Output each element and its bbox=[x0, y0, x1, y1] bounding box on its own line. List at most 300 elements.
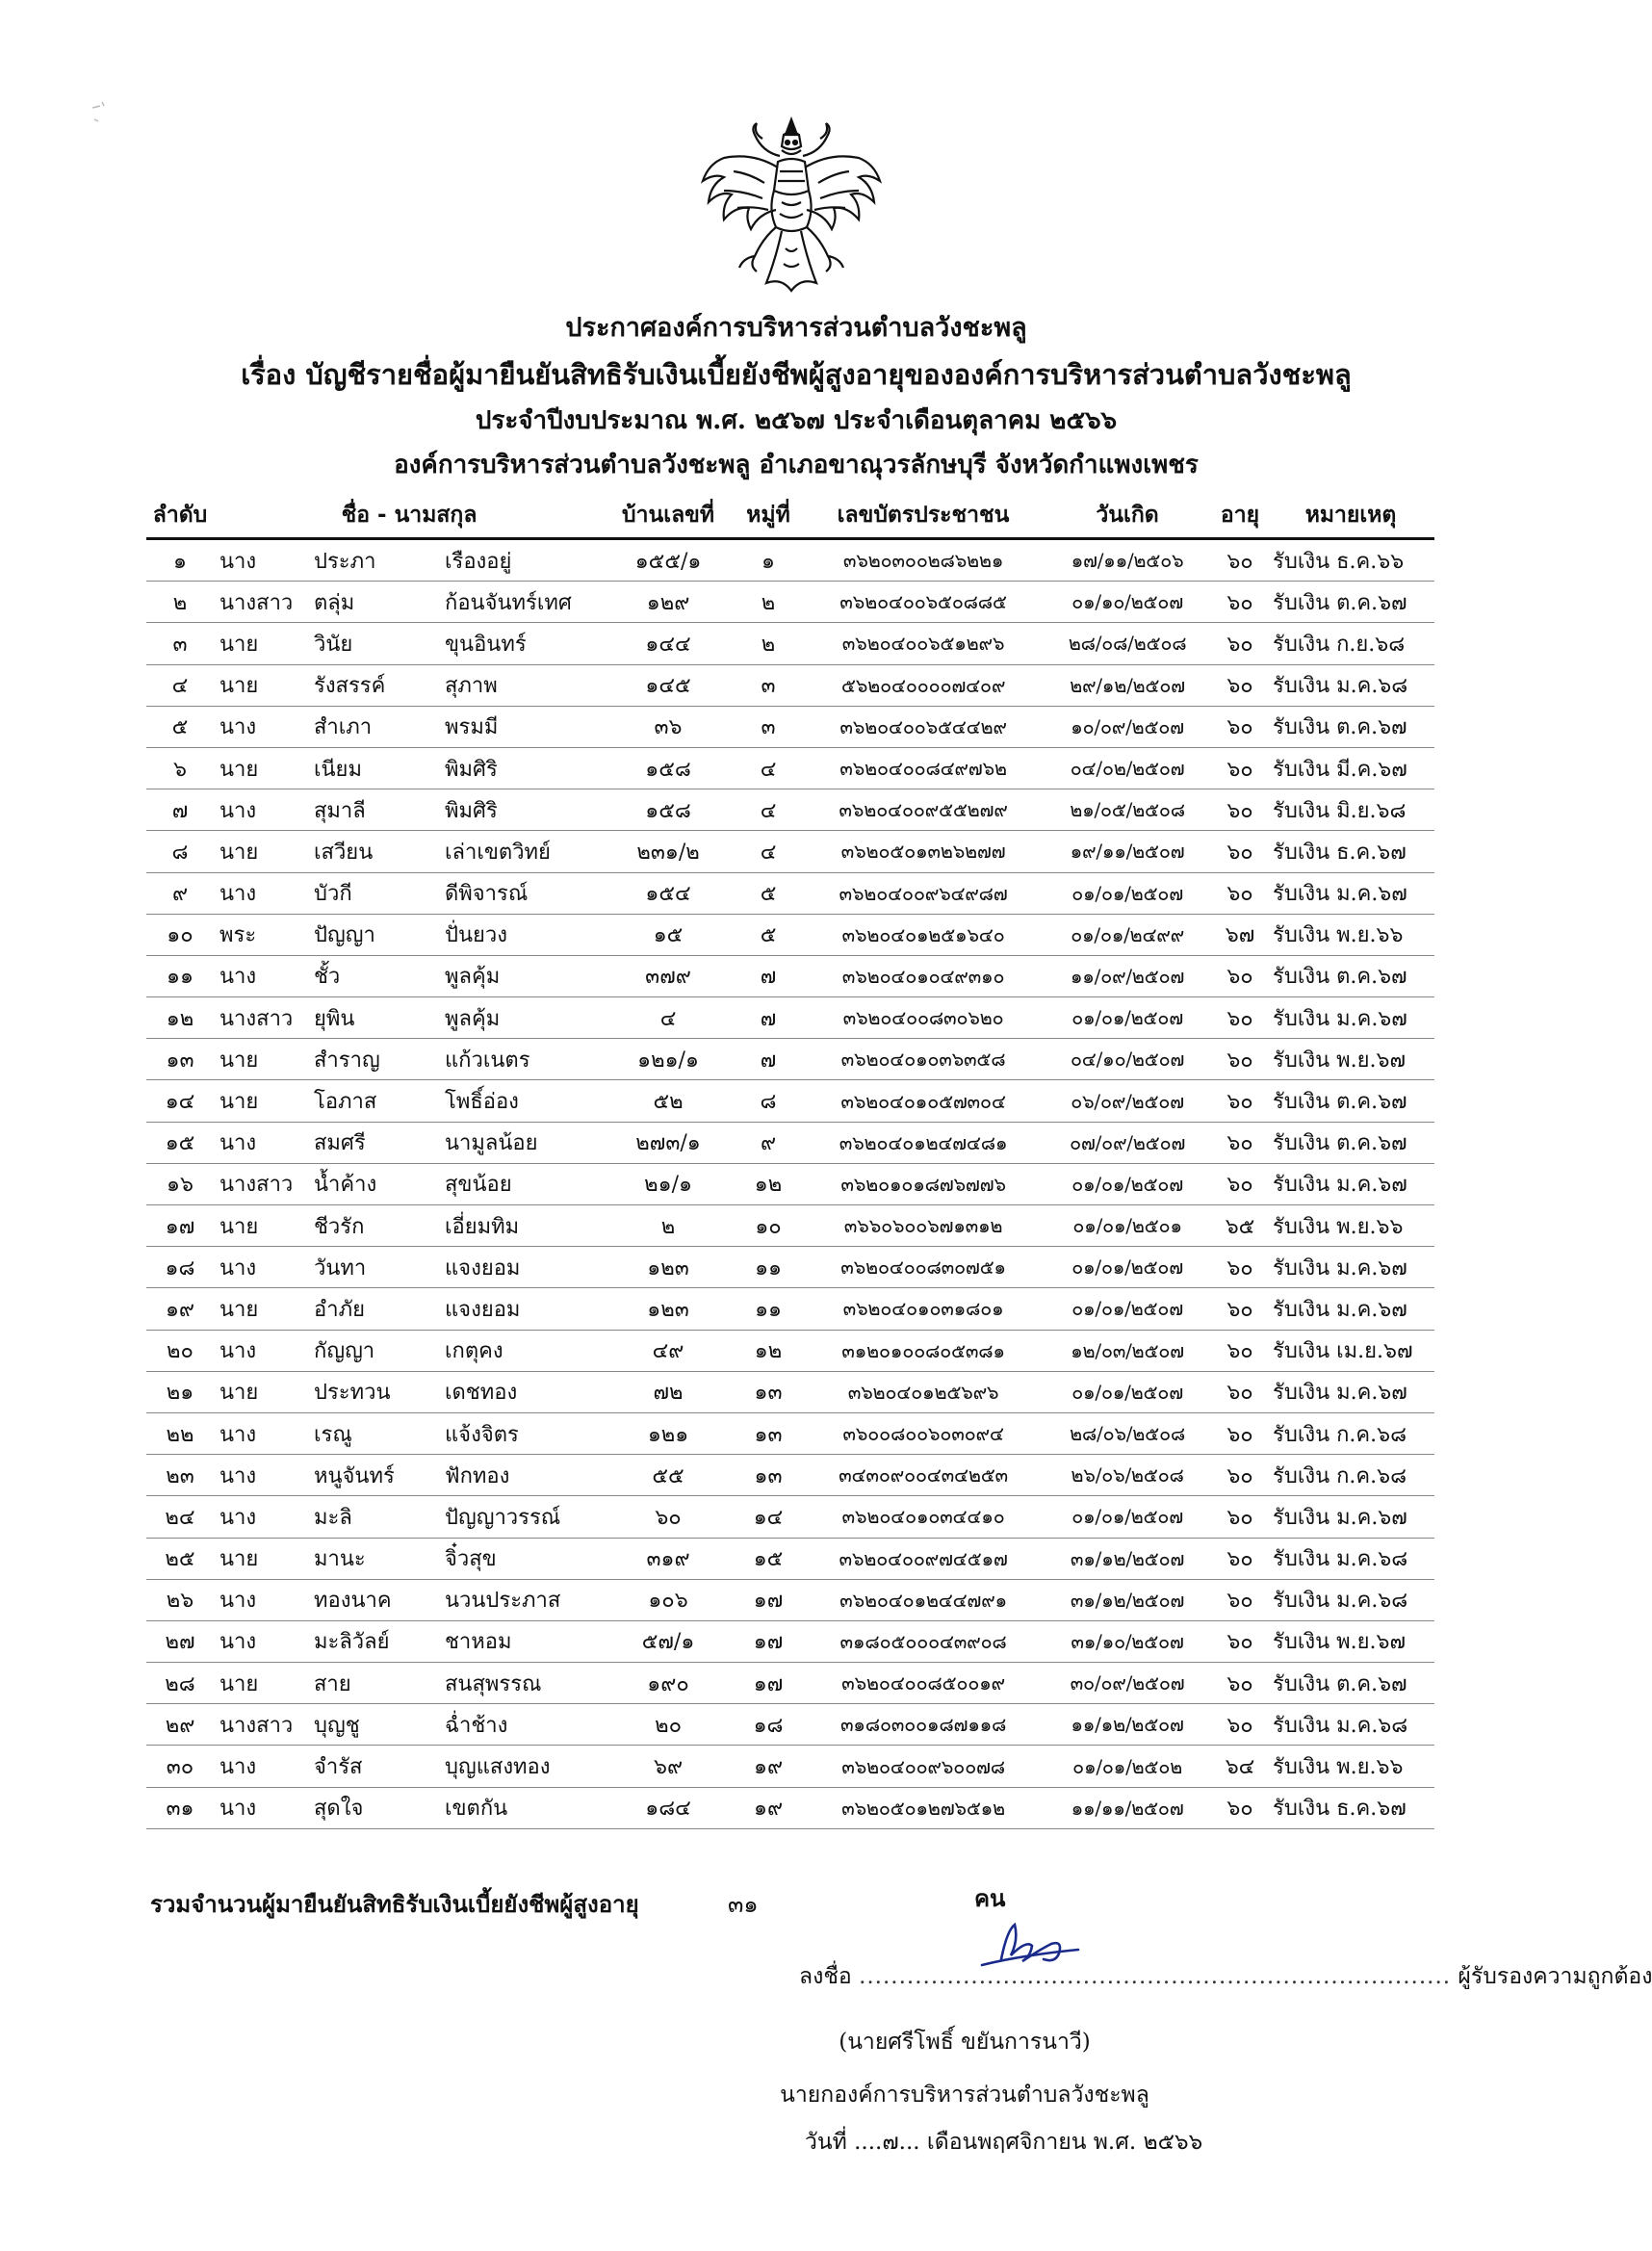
row-title: นาง bbox=[214, 539, 308, 582]
row-title: นางสาว bbox=[214, 1704, 308, 1746]
row-number: ๒๑ bbox=[146, 1371, 214, 1412]
table-row bbox=[146, 539, 1434, 582]
row-last-name: ดีพิจารณ์ bbox=[439, 872, 605, 914]
row-birth-date: ๑๐/๐๙/๒๕๐๗ bbox=[1042, 706, 1213, 747]
row-house-number: ๑๕๘ bbox=[605, 747, 732, 789]
row-house-number: ๑๙๐ bbox=[605, 1663, 732, 1704]
table-row bbox=[146, 1746, 1434, 1787]
table-row bbox=[146, 1538, 1434, 1579]
row-citizen-id: ๓๔๓๐๙๐๐๔๓๔๒๕๓ bbox=[805, 1455, 1042, 1496]
row-first-name: บุญชู bbox=[308, 1704, 439, 1746]
row-citizen-id: ๕๖๒๐๔๐๐๐๐๗๔๐๙ bbox=[805, 664, 1042, 706]
row-house-number: ๕๕ bbox=[605, 1455, 732, 1496]
table-row bbox=[146, 914, 1434, 955]
row-birth-date: ๑๑/๑๑/๒๕๐๗ bbox=[1042, 1787, 1213, 1828]
row-number: ๑๖ bbox=[146, 1163, 214, 1204]
row-first-name: บัวกี bbox=[308, 872, 439, 914]
row-moo: ๑๗ bbox=[732, 1579, 805, 1620]
row-last-name: แจงยอม bbox=[439, 1288, 605, 1330]
table-row bbox=[146, 1288, 1434, 1330]
row-birth-date: ๐๑/๐๑/๒๕๐๗ bbox=[1042, 1496, 1213, 1538]
row-title: นาง bbox=[214, 1746, 308, 1787]
table-header-row bbox=[146, 493, 1434, 539]
row-moo: ๙ bbox=[732, 1122, 805, 1163]
row-note: รับเงิน ม.ค.๖๘ bbox=[1267, 1579, 1434, 1620]
row-house-number: ๗๒ bbox=[605, 1371, 732, 1412]
row-title: นาย bbox=[214, 1663, 308, 1704]
row-note: รับเงิน ม.ค.๖๘ bbox=[1267, 1704, 1434, 1746]
row-birth-date: ๒๘/๐๖/๒๕๐๘ bbox=[1042, 1412, 1213, 1454]
row-note: รับเงิน ม.ค.๖๘ bbox=[1267, 664, 1434, 706]
table-row bbox=[146, 1122, 1434, 1163]
row-title: นาย bbox=[214, 1039, 308, 1080]
row-title: นาง bbox=[214, 1455, 308, 1496]
row-house-number: ๓๗๙ bbox=[605, 955, 732, 996]
row-title: นางสาว bbox=[214, 1163, 308, 1204]
table-row bbox=[146, 623, 1434, 664]
row-title: นาง bbox=[214, 1496, 308, 1538]
row-citizen-id: ๓๖๒๐๕๐๑๒๗๖๕๑๒ bbox=[805, 1787, 1042, 1828]
row-birth-date: ๐๔/๑๐/๒๕๐๗ bbox=[1042, 1039, 1213, 1080]
row-birth-date: ๐๑/๐๑/๒๕๐๑ bbox=[1042, 1205, 1213, 1247]
row-last-name: ปั่นยวง bbox=[439, 914, 605, 955]
row-moo: ๑ bbox=[732, 539, 805, 582]
row-age: ๖๐ bbox=[1213, 1496, 1267, 1538]
row-moo: ๓ bbox=[732, 664, 805, 706]
row-moo: ๑๗ bbox=[732, 1620, 805, 1662]
row-note: รับเงิน ม.ค.๖๗ bbox=[1267, 872, 1434, 914]
row-number: ๑๔ bbox=[146, 1080, 214, 1122]
table-row bbox=[146, 1080, 1434, 1122]
row-first-name: มะลิวัลย์ bbox=[308, 1620, 439, 1662]
row-last-name: เล่าเขตวิทย์ bbox=[439, 831, 605, 872]
row-last-name: สนสุพรรณ bbox=[439, 1663, 605, 1704]
row-number: ๑ bbox=[146, 539, 214, 582]
row-last-name: ก้อนจันทร์เทศ bbox=[439, 582, 605, 623]
row-birth-date: ๑๑/๐๙/๒๕๐๗ bbox=[1042, 955, 1213, 996]
row-house-number: ๒ bbox=[605, 1205, 732, 1247]
table-row bbox=[146, 1496, 1434, 1538]
row-moo: ๑๔ bbox=[732, 1496, 805, 1538]
row-note: รับเงิน ก.ค.๖๘ bbox=[1267, 1412, 1434, 1454]
row-moo: ๗ bbox=[732, 1039, 805, 1080]
table-row bbox=[146, 997, 1434, 1039]
row-age: ๖๐ bbox=[1213, 1663, 1267, 1704]
row-first-name: สุดใจ bbox=[308, 1787, 439, 1828]
row-last-name: พรมมี bbox=[439, 706, 605, 747]
row-birth-date: ๑๙/๑๑/๒๕๐๗ bbox=[1042, 831, 1213, 872]
row-number: ๑๗ bbox=[146, 1205, 214, 1247]
row-first-name: ประทวน bbox=[308, 1371, 439, 1412]
row-age: ๖๗ bbox=[1213, 914, 1267, 955]
date-prefix: วันที่ bbox=[805, 2130, 847, 2155]
row-title: นาง bbox=[214, 1247, 308, 1288]
row-house-number: ๑๔๔ bbox=[605, 623, 732, 664]
row-first-name: น้ำค้าง bbox=[308, 1163, 439, 1204]
scan-mark-icon bbox=[89, 100, 114, 139]
row-last-name: พูลคุ้ม bbox=[439, 955, 605, 996]
row-moo: ๑๘ bbox=[732, 1704, 805, 1746]
row-last-name: เรืองอยู่ bbox=[439, 539, 605, 582]
row-birth-date: ๐๑/๐๑/๒๕๐๗ bbox=[1042, 1247, 1213, 1288]
summary-unit: คน bbox=[974, 1884, 1006, 1912]
row-number: ๒๓ bbox=[146, 1455, 214, 1496]
row-house-number: ๒๑/๑ bbox=[605, 1163, 732, 1204]
row-moo: ๑๒ bbox=[732, 1330, 805, 1371]
signer-name: (นายศรีโพธิ์ ขยันการนาวี) bbox=[839, 2030, 1091, 2055]
row-birth-date: ๐๑/๐๑/๒๕๐๗ bbox=[1042, 1288, 1213, 1330]
row-birth-date: ๐๑/๐๑/๒๔๙๙ bbox=[1042, 914, 1213, 955]
row-last-name: สุขน้อย bbox=[439, 1163, 605, 1204]
row-citizen-id: ๓๖๒๐๔๐๑๒๔๔๗๙๑ bbox=[805, 1579, 1042, 1620]
row-first-name: สุมาลี bbox=[308, 789, 439, 831]
row-citizen-id: ๓๖๒๐๔๐๐๖๕๑๒๙๖ bbox=[805, 623, 1042, 664]
table-row bbox=[146, 1330, 1434, 1371]
table-row bbox=[146, 872, 1434, 914]
row-title: นาง bbox=[214, 706, 308, 747]
row-age: ๖๐ bbox=[1213, 1538, 1267, 1579]
row-age: ๖๐ bbox=[1213, 1039, 1267, 1080]
table-row bbox=[146, 955, 1434, 996]
row-note: รับเงิน ธ.ค.๖๗ bbox=[1267, 1787, 1434, 1828]
row-citizen-id: ๓๖๒๐๔๐๐๙๖๐๐๗๘ bbox=[805, 1746, 1042, 1787]
row-birth-date: ๒๑/๐๕/๒๕๐๘ bbox=[1042, 789, 1213, 831]
row-age: ๖๐ bbox=[1213, 623, 1267, 664]
row-title: นางสาว bbox=[214, 997, 308, 1039]
row-birth-date: ๐๑/๐๑/๒๕๐๒ bbox=[1042, 1746, 1213, 1787]
row-title: นาย bbox=[214, 1371, 308, 1412]
col-header-name: ชื่อ - นามสกุล bbox=[214, 493, 605, 539]
row-house-number: ๑๕ bbox=[605, 914, 732, 955]
row-moo: ๑๓ bbox=[732, 1371, 805, 1412]
table-row bbox=[146, 1787, 1434, 1828]
row-house-number: ๔๙ bbox=[605, 1330, 732, 1371]
row-title: นาย bbox=[214, 1538, 308, 1579]
announcement-title: ประกาศองค์การบริหารส่วนตำบลวังชะพลู bbox=[565, 313, 1027, 343]
col-header-id: เลขบัตรประชาชน bbox=[805, 493, 1042, 539]
row-moo: ๑๕ bbox=[732, 1538, 805, 1579]
row-title: นาง bbox=[214, 1620, 308, 1662]
row-first-name: เนียม bbox=[308, 747, 439, 789]
row-birth-date: ๒๙/๑๒/๒๕๐๗ bbox=[1042, 664, 1213, 706]
table-row bbox=[146, 1247, 1434, 1288]
row-moo: ๘ bbox=[732, 1080, 805, 1122]
row-note: รับเงิน พ.ย.๖๗ bbox=[1267, 1039, 1434, 1080]
row-number: ๒๗ bbox=[146, 1620, 214, 1662]
row-title: นาย bbox=[214, 1288, 308, 1330]
row-house-number: ๕๒ bbox=[605, 1080, 732, 1122]
row-title: นาง bbox=[214, 1412, 308, 1454]
row-age: ๖๐ bbox=[1213, 789, 1267, 831]
row-birth-date: ๑๑/๑๒/๒๕๐๗ bbox=[1042, 1704, 1213, 1746]
row-age: ๖๐ bbox=[1213, 539, 1267, 582]
row-number: ๑๑ bbox=[146, 955, 214, 996]
row-citizen-id: ๓๖๒๐๔๐๑๐๕๗๓๐๔ bbox=[805, 1080, 1042, 1122]
row-first-name: มานะ bbox=[308, 1538, 439, 1579]
row-citizen-id: ๓๖๒๐๔๐๑๐๔๙๓๑๐ bbox=[805, 955, 1042, 996]
row-age: ๖๐ bbox=[1213, 1371, 1267, 1412]
row-note: รับเงิน ม.ค.๖๗ bbox=[1267, 997, 1434, 1039]
row-moo: ๑๙ bbox=[732, 1746, 805, 1787]
row-citizen-id: ๓๖๒๐๔๐๐๙๗๔๕๑๗ bbox=[805, 1538, 1042, 1579]
row-moo: ๒ bbox=[732, 623, 805, 664]
row-title: นาง bbox=[214, 1579, 308, 1620]
row-citizen-id: ๓๖๒๐๔๐๑๐๓๔๔๑๐ bbox=[805, 1496, 1042, 1538]
row-moo: ๑๑ bbox=[732, 1288, 805, 1330]
table-row bbox=[146, 1620, 1434, 1662]
row-last-name: เอี่ยมทิม bbox=[439, 1205, 605, 1247]
row-citizen-id: ๓๖๒๐๔๐๐๘๓๐๖๒๐ bbox=[805, 997, 1042, 1039]
row-number: ๑๐ bbox=[146, 914, 214, 955]
row-age: ๖๕ bbox=[1213, 1205, 1267, 1247]
row-age: ๖๐ bbox=[1213, 997, 1267, 1039]
table-row bbox=[146, 1455, 1434, 1496]
row-last-name: นวนประภาส bbox=[439, 1579, 605, 1620]
row-note: รับเงิน พ.ย.๖๗ bbox=[1267, 1620, 1434, 1662]
row-title: นางสาว bbox=[214, 582, 308, 623]
row-citizen-id: ๓๑๘๐๕๐๐๐๔๓๙๐๘ bbox=[805, 1620, 1042, 1662]
row-number: ๒๖ bbox=[146, 1579, 214, 1620]
table-body bbox=[146, 539, 1434, 1829]
row-title: นาง bbox=[214, 872, 308, 914]
row-number: ๑๘ bbox=[146, 1247, 214, 1288]
table-row bbox=[146, 1663, 1434, 1704]
row-first-name: ชีวรัก bbox=[308, 1205, 439, 1247]
row-last-name: โพธิ์อ่อง bbox=[439, 1080, 605, 1122]
row-first-name: วันทา bbox=[308, 1247, 439, 1288]
row-age: ๖๐ bbox=[1213, 831, 1267, 872]
row-note: รับเงิน ม.ค.๖๘ bbox=[1267, 1538, 1434, 1579]
row-citizen-id: ๓๖๒๐๔๐๑๐๓๑๘๐๑ bbox=[805, 1288, 1042, 1330]
row-house-number: ๑๐๖ bbox=[605, 1579, 732, 1620]
row-house-number: ๕๗/๑ bbox=[605, 1620, 732, 1662]
row-title: นาง bbox=[214, 789, 308, 831]
row-birth-date: ๓๐/๐๙/๒๕๐๗ bbox=[1042, 1663, 1213, 1704]
row-last-name: เขตกัน bbox=[439, 1787, 605, 1828]
row-first-name: โอภาส bbox=[308, 1080, 439, 1122]
col-header-no: ลำดับ bbox=[146, 493, 214, 539]
row-moo: ๗ bbox=[732, 997, 805, 1039]
signature-dots: .......................................................................... bbox=[859, 1964, 1452, 1989]
row-title: นาง bbox=[214, 1122, 308, 1163]
row-house-number: ๑๒๓ bbox=[605, 1247, 732, 1288]
row-last-name: เกตุคง bbox=[439, 1330, 605, 1371]
row-note: รับเงิน ต.ค.๖๗ bbox=[1267, 706, 1434, 747]
row-last-name: สุภาพ bbox=[439, 664, 605, 706]
row-first-name: มะลิ bbox=[308, 1496, 439, 1538]
row-age: ๖๐ bbox=[1213, 1288, 1267, 1330]
row-birth-date: ๐๑/๑๐/๒๕๐๗ bbox=[1042, 582, 1213, 623]
row-last-name: บุญแสงทอง bbox=[439, 1746, 605, 1787]
row-note: รับเงิน พ.ย.๖๖ bbox=[1267, 1746, 1434, 1787]
row-last-name: เดชทอง bbox=[439, 1371, 605, 1412]
row-age: ๖๐ bbox=[1213, 1787, 1267, 1828]
row-moo: ๑๐ bbox=[732, 1205, 805, 1247]
row-moo: ๔ bbox=[732, 789, 805, 831]
row-age: ๖๐ bbox=[1213, 582, 1267, 623]
row-moo: ๓ bbox=[732, 706, 805, 747]
row-house-number: ๒๓๑/๒ bbox=[605, 831, 732, 872]
row-first-name: สำเภา bbox=[308, 706, 439, 747]
row-age: ๖๐ bbox=[1213, 1620, 1267, 1662]
row-birth-date: ๑๗/๑๑/๒๕๐๖ bbox=[1042, 539, 1213, 582]
row-moo: ๑๑ bbox=[732, 1247, 805, 1288]
row-note: รับเงิน ต.ค.๖๗ bbox=[1267, 955, 1434, 996]
row-citizen-id: ๓๖๒๐๔๐๐๙๖๔๙๘๗ bbox=[805, 872, 1042, 914]
row-birth-date: ๓๑/๑๒/๒๕๐๗ bbox=[1042, 1579, 1213, 1620]
row-note: รับเงิน ก.ย.๖๘ bbox=[1267, 623, 1434, 664]
row-house-number: ๑๒๑/๑ bbox=[605, 1039, 732, 1080]
row-title: พระ bbox=[214, 914, 308, 955]
row-birth-date: ๑๒/๐๓/๒๕๐๗ bbox=[1042, 1330, 1213, 1371]
row-age: ๖๐ bbox=[1213, 1122, 1267, 1163]
row-house-number: ๑๒๙ bbox=[605, 582, 732, 623]
row-moo: ๑๒ bbox=[732, 1163, 805, 1204]
row-citizen-id: ๓๖๒๐๑๐๑๘๗๖๗๗๖ bbox=[805, 1163, 1042, 1204]
col-header-dob: วันเกิด bbox=[1042, 493, 1213, 539]
row-first-name: อำภัย bbox=[308, 1288, 439, 1330]
row-number: ๔ bbox=[146, 664, 214, 706]
row-last-name: นามูลน้อย bbox=[439, 1122, 605, 1163]
row-first-name: สำราญ bbox=[308, 1039, 439, 1080]
row-birth-date: ๐๗/๐๙/๒๕๐๗ bbox=[1042, 1122, 1213, 1163]
row-first-name: ตลุ่ม bbox=[308, 582, 439, 623]
row-note: รับเงิน เม.ย.๖๗ bbox=[1267, 1330, 1434, 1371]
row-birth-date: ๐๑/๐๑/๒๕๐๗ bbox=[1042, 1163, 1213, 1204]
row-note: รับเงิน ก.ค.๖๘ bbox=[1267, 1455, 1434, 1496]
row-number: ๓ bbox=[146, 623, 214, 664]
row-note: รับเงิน ต.ค.๖๗ bbox=[1267, 1080, 1434, 1122]
row-last-name: ฟักทอง bbox=[439, 1455, 605, 1496]
row-number: ๑๒ bbox=[146, 997, 214, 1039]
row-citizen-id: ๓๖๒๐๔๐๑๒๕๑๖๔๐ bbox=[805, 914, 1042, 955]
sign-label: ลงชื่อ bbox=[799, 1964, 852, 1989]
row-number: ๑๓ bbox=[146, 1039, 214, 1080]
row-first-name: สาย bbox=[308, 1663, 439, 1704]
row-note: รับเงิน ม.ค.๖๗ bbox=[1267, 1371, 1434, 1412]
row-moo: ๗ bbox=[732, 955, 805, 996]
row-title: นาย bbox=[214, 1205, 308, 1247]
row-age: ๖๐ bbox=[1213, 1579, 1267, 1620]
row-title: นาย bbox=[214, 664, 308, 706]
row-first-name: เรณู bbox=[308, 1412, 439, 1454]
row-age: ๖๐ bbox=[1213, 955, 1267, 996]
row-number: ๓๑ bbox=[146, 1787, 214, 1828]
row-house-number: ๑๕๕/๑ bbox=[605, 539, 732, 582]
row-house-number: ๑๘๔ bbox=[605, 1787, 732, 1828]
row-number: ๘ bbox=[146, 831, 214, 872]
row-citizen-id: ๓๖๖๐๖๐๐๖๗๑๓๑๒ bbox=[805, 1205, 1042, 1247]
row-age: ๖๔ bbox=[1213, 1746, 1267, 1787]
row-citizen-id: ๓๖๒๐๔๐๐๖๕๔๔๒๙ bbox=[805, 706, 1042, 747]
row-house-number: ๑๒๑ bbox=[605, 1412, 732, 1454]
date-rest: เดือนพฤศจิกายน พ.ศ. ๒๕๖๖ bbox=[926, 2130, 1203, 2155]
table-row bbox=[146, 789, 1434, 831]
row-title: นาย bbox=[214, 1080, 308, 1122]
row-first-name: รังสรรค์ bbox=[308, 664, 439, 706]
certifier-role: ผู้รับรองความถูกต้อง bbox=[1458, 1964, 1652, 1989]
col-header-house: บ้านเลขที่ bbox=[605, 493, 732, 539]
row-last-name: พิมศิริ bbox=[439, 789, 605, 831]
row-number: ๗ bbox=[146, 789, 214, 831]
row-first-name: วินัย bbox=[308, 623, 439, 664]
row-citizen-id: ๓๖๒๐๔๐๐๖๕๐๘๘๕ bbox=[805, 582, 1042, 623]
table-row bbox=[146, 664, 1434, 706]
row-moo: ๑๓ bbox=[732, 1455, 805, 1496]
row-note: รับเงิน ม.ค.๖๗ bbox=[1267, 1288, 1434, 1330]
row-moo: ๔ bbox=[732, 747, 805, 789]
row-note: รับเงิน ต.ค.๖๗ bbox=[1267, 582, 1434, 623]
row-first-name: ชั้ว bbox=[308, 955, 439, 996]
row-title: นาย bbox=[214, 747, 308, 789]
summary-label: รวมจำนวนผู้มายืนยันสิทธิรับเงินเบี้ยยังชีพผู้สูงอายุ bbox=[150, 1890, 639, 1918]
table-row bbox=[146, 1205, 1434, 1247]
row-house-number: ๑๕๘ bbox=[605, 789, 732, 831]
row-last-name: พูลคุ้ม bbox=[439, 997, 605, 1039]
organization-line: องค์การบริหารส่วนตำบลวังชะพลู อำเภอขาณุวรลักษบุรี จังหวัดกำแพงเพชร bbox=[394, 451, 1199, 479]
row-house-number: ๑๕๔ bbox=[605, 872, 732, 914]
row-first-name: จำรัส bbox=[308, 1746, 439, 1787]
signature-date bbox=[805, 2125, 1202, 2160]
row-birth-date: ๐๔/๐๒/๒๕๐๗ bbox=[1042, 747, 1213, 789]
col-header-age: อายุ bbox=[1213, 493, 1267, 539]
row-age: ๖๐ bbox=[1213, 706, 1267, 747]
row-note: รับเงิน ธ.ค.๖๗ bbox=[1267, 831, 1434, 872]
beneficiary-table-container bbox=[146, 493, 1434, 1829]
row-moo: ๑๙ bbox=[732, 1787, 805, 1828]
table-row bbox=[146, 1039, 1434, 1080]
table-row bbox=[146, 582, 1434, 623]
row-last-name: ขุนอินทร์ bbox=[439, 623, 605, 664]
col-header-note: หมายเหตุ bbox=[1267, 493, 1434, 539]
table-row bbox=[146, 831, 1434, 872]
row-citizen-id: ๓๖๒๐๔๐๐๘๕๐๐๑๙ bbox=[805, 1663, 1042, 1704]
row-title: นาย bbox=[214, 623, 308, 664]
row-age: ๖๐ bbox=[1213, 872, 1267, 914]
row-number: ๙ bbox=[146, 872, 214, 914]
row-first-name: ประภา bbox=[308, 539, 439, 582]
row-age: ๖๐ bbox=[1213, 664, 1267, 706]
row-number: ๑๙ bbox=[146, 1288, 214, 1330]
row-age: ๖๐ bbox=[1213, 1247, 1267, 1288]
table-row bbox=[146, 747, 1434, 789]
row-last-name: แก้วเนตร bbox=[439, 1039, 605, 1080]
row-citizen-id: ๓๖๒๐๔๐๑๐๓๖๓๕๘ bbox=[805, 1039, 1042, 1080]
row-moo: ๕ bbox=[732, 872, 805, 914]
row-title: นาง bbox=[214, 955, 308, 996]
row-house-number: ๑๔๕ bbox=[605, 664, 732, 706]
row-first-name: กัญญา bbox=[308, 1330, 439, 1371]
row-note: รับเงิน ต.ค.๖๗ bbox=[1267, 1663, 1434, 1704]
row-age: ๖๐ bbox=[1213, 1330, 1267, 1371]
row-house-number: ๔ bbox=[605, 997, 732, 1039]
row-number: ๒๕ bbox=[146, 1538, 214, 1579]
table-row bbox=[146, 1412, 1434, 1454]
row-number: ๒๔ bbox=[146, 1496, 214, 1538]
row-note: รับเงิน มิ.ย.๖๘ bbox=[1267, 789, 1434, 831]
row-first-name: เสวียน bbox=[308, 831, 439, 872]
row-moo: ๑๓ bbox=[732, 1412, 805, 1454]
row-last-name: ฉ่ำช้าง bbox=[439, 1704, 605, 1746]
row-age: ๖๐ bbox=[1213, 1080, 1267, 1122]
row-note: รับเงิน ธ.ค.๖๖ bbox=[1267, 539, 1434, 582]
row-birth-date: ๒๘/๐๘/๒๕๐๘ bbox=[1042, 623, 1213, 664]
table-row bbox=[146, 1163, 1434, 1204]
date-day: ....๗... bbox=[854, 2130, 920, 2155]
signer-position: นายกองค์การบริหารส่วนตำบลวังชะพลู bbox=[780, 2083, 1149, 2108]
row-first-name: ทองนาค bbox=[308, 1579, 439, 1620]
row-title: นาง bbox=[214, 1330, 308, 1371]
